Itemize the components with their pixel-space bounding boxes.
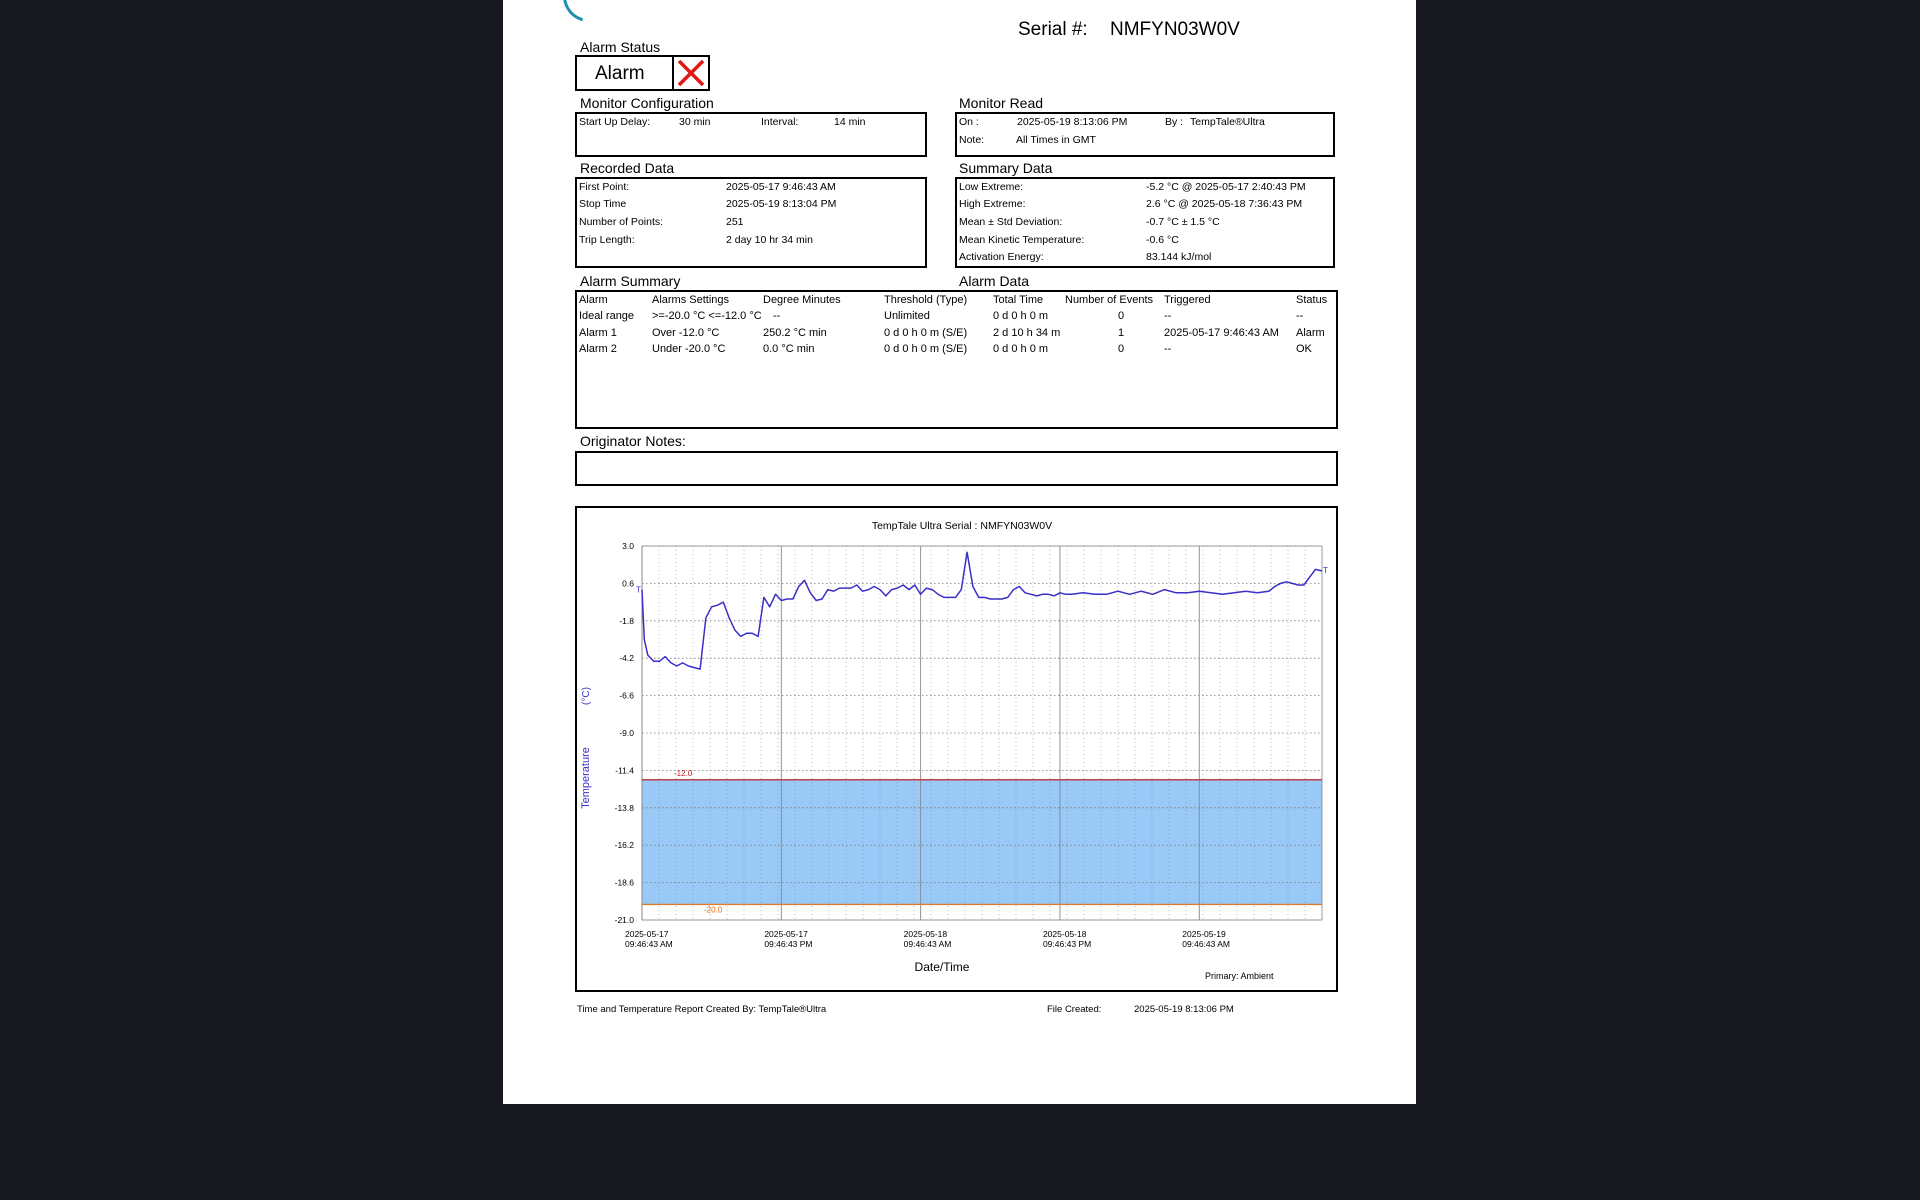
column-header: Alarms Settings <box>652 294 730 306</box>
summary-label: Activation Energy: <box>959 251 1044 263</box>
summary-data-title: Summary Data <box>959 160 1053 176</box>
y-tick-label: -21.0 <box>614 915 634 925</box>
note-label: Note: <box>959 134 985 146</box>
column-header: Triggered <box>1164 294 1211 306</box>
recorded-label: Stop Time <box>579 198 627 210</box>
column-header: Alarm <box>579 294 608 306</box>
y-tick-label: -1.8 <box>619 615 634 626</box>
table-cell: Alarm 1 <box>579 327 617 339</box>
table-cell: Ideal range <box>579 310 635 322</box>
x-tick-date: 2025-05-19 <box>1182 929 1226 939</box>
y-tick-label: -13.8 <box>614 802 634 813</box>
summary-value: -0.7 °C ± 1.5 °C <box>1146 216 1220 228</box>
table-cell: 0 d 0 h 0 m (S/E) <box>884 343 968 355</box>
footer-created-by: Time and Temperature Report Created By: TempTale®Ultra <box>577 1004 827 1015</box>
note-value: All Times in GMT <box>1016 134 1096 146</box>
recorded-label: Trip Length: <box>579 234 635 246</box>
serial-value: NMFYN03W0V <box>1110 19 1240 40</box>
chart-title: TempTale Ultra Serial : NMFYN03W0V <box>871 520 1053 532</box>
originator-notes-title: Originator Notes: <box>580 433 686 449</box>
table-cell: Unlimited <box>884 310 930 322</box>
x-tick-time: 09:46:43 AM <box>1182 939 1231 949</box>
y-tick-label: -9.0 <box>619 728 634 738</box>
footer-file-created-value: 2025-05-19 8:13:06 PM <box>1134 1004 1234 1015</box>
footer-file-created-label: File Created: <box>1047 1004 1102 1015</box>
alarm-status-box <box>575 55 674 91</box>
summary-label: Low Extreme: <box>959 181 1024 193</box>
recorded-value: 251 <box>726 216 744 228</box>
summary-value: 83.144 kJ/mol <box>1146 251 1212 263</box>
y-tick-label: -16.2 <box>614 840 634 851</box>
column-header: Total Time <box>993 294 1044 306</box>
y-tick-label: -11.4 <box>615 765 634 776</box>
table-cell: >=-20.0 °C <=-12.0 °C <box>652 310 762 322</box>
summary-value: -5.2 °C @ 2025-05-17 2:40:43 PM <box>1146 181 1306 193</box>
upper-limit-label: -12.0 <box>674 768 693 778</box>
alarm-x-icon <box>672 55 710 91</box>
report-page <box>503 0 1416 1104</box>
recorded-label: First Point: <box>579 181 630 193</box>
table-cell: 0 <box>1118 310 1125 322</box>
column-header: Threshold (Type) <box>884 294 968 306</box>
x-tick-time: 09:46:43 PM <box>1042 939 1092 949</box>
alarm-status-title: Alarm Status <box>580 39 661 55</box>
y-tick-label: -6.6 <box>619 690 634 701</box>
start-marker: T <box>636 585 641 595</box>
monitor-config-title: Monitor Configuration <box>580 95 714 111</box>
table-cell: -- <box>1164 343 1172 355</box>
table-cell: -- <box>1296 310 1304 322</box>
originator-notes-box <box>575 451 1338 486</box>
x-tick-date: 2025-05-17 <box>625 929 669 939</box>
table-cell: -- <box>773 310 781 322</box>
serial-label: Serial #: <box>1018 19 1088 40</box>
table-cell: Under -20.0 °C <box>652 343 726 355</box>
recorded-value: 2025-05-17 9:46:43 AM <box>726 181 836 193</box>
lower-limit-label: -20.0 <box>704 905 723 915</box>
summary-label: High Extreme: <box>959 198 1026 210</box>
monitor-read-title: Monitor Read <box>959 95 1044 111</box>
legend-label: Primary: Ambient <box>1205 971 1274 981</box>
table-cell: Alarm <box>1296 327 1325 339</box>
x-tick-date: 2025-05-17 <box>764 929 808 939</box>
interval-label: Interval: <box>761 116 799 128</box>
alarm-data-title: Alarm Data <box>959 273 1030 289</box>
x-tick-time: 09:46:43 PM <box>764 939 813 949</box>
table-cell: 250.2 °C min <box>763 327 827 339</box>
end-marker: T <box>1323 565 1328 575</box>
table-cell: 0 d 0 h 0 m (S/E) <box>884 327 968 339</box>
table-cell: 2025-05-17 9:46:43 AM <box>1164 327 1279 339</box>
on-label: On : <box>959 116 979 128</box>
chart-frame <box>575 506 1338 992</box>
table-cell: OK <box>1296 343 1312 355</box>
x-tick-time: 09:46:43 AM <box>903 939 952 949</box>
table-cell: 0.0 °C min <box>763 343 815 355</box>
column-header: Number of Events <box>1065 294 1154 306</box>
column-header: Status <box>1296 294 1328 306</box>
alarm-summary-table <box>575 290 1338 429</box>
table-cell: 0 d 0 h 0 m <box>993 310 1049 322</box>
recorded-data-title: Recorded Data <box>580 160 675 176</box>
table-cell: Over -12.0 °C <box>652 327 720 339</box>
x-tick-time: 09:46:43 AM <box>625 939 673 949</box>
x-tick-date: 2025-05-18 <box>903 929 948 939</box>
y-axis-unit: (°C) <box>581 687 592 705</box>
table-cell: 2 d 10 h 34 m <box>993 327 1061 339</box>
summary-data-box <box>955 177 1335 268</box>
summary-value: 2.6 °C @ 2025-05-18 7:36:43 PM <box>1146 198 1303 210</box>
interval-value: 14 min <box>834 116 866 128</box>
temperature-chart <box>577 508 1336 990</box>
alarm-status-value: Alarm <box>595 63 645 84</box>
y-tick-label: 0.6 <box>622 578 634 589</box>
by-label: By : <box>1165 116 1184 128</box>
table-cell: 0 d 0 h 0 m <box>993 343 1049 355</box>
alarm-summary-title: Alarm Summary <box>580 273 681 289</box>
recorded-data-box <box>575 177 927 268</box>
by-value: TempTale®Ultra <box>1190 116 1265 128</box>
summary-value: -0.6 °C <box>1146 234 1179 246</box>
recorded-value: 2025-05-19 8:13:04 PM <box>726 198 837 210</box>
recorded-label: Number of Points: <box>579 216 664 228</box>
y-tick-label: 3.0 <box>622 541 634 551</box>
table-cell: 0 <box>1118 343 1125 355</box>
y-tick-label: -4.2 <box>619 653 634 664</box>
y-tick-label: -18.6 <box>614 877 634 888</box>
summary-label: Mean Kinetic Temperature: <box>959 234 1085 246</box>
logo-arc-icon <box>553 0 624 32</box>
y-axis-label: Temperature <box>580 747 592 809</box>
monitor-config-box <box>575 112 927 157</box>
startup-delay-value: 30 min <box>679 116 711 128</box>
table-cell: -- <box>1164 310 1172 322</box>
monitor-read-box <box>955 112 1335 157</box>
summary-label: Mean ± Std Deviation: <box>959 216 1063 228</box>
x-tick-date: 2025-05-18 <box>1042 929 1087 939</box>
x-axis-label: Date/Time <box>914 960 970 974</box>
on-value: 2025-05-19 8:13:06 PM <box>1017 116 1128 128</box>
column-header: Degree Minutes <box>763 294 841 306</box>
startup-delay-label: Start Up Delay: <box>579 116 651 128</box>
table-cell: Alarm 2 <box>579 343 617 355</box>
recorded-value: 2 day 10 hr 34 min <box>726 234 813 246</box>
table-cell: 1 <box>1118 327 1125 339</box>
